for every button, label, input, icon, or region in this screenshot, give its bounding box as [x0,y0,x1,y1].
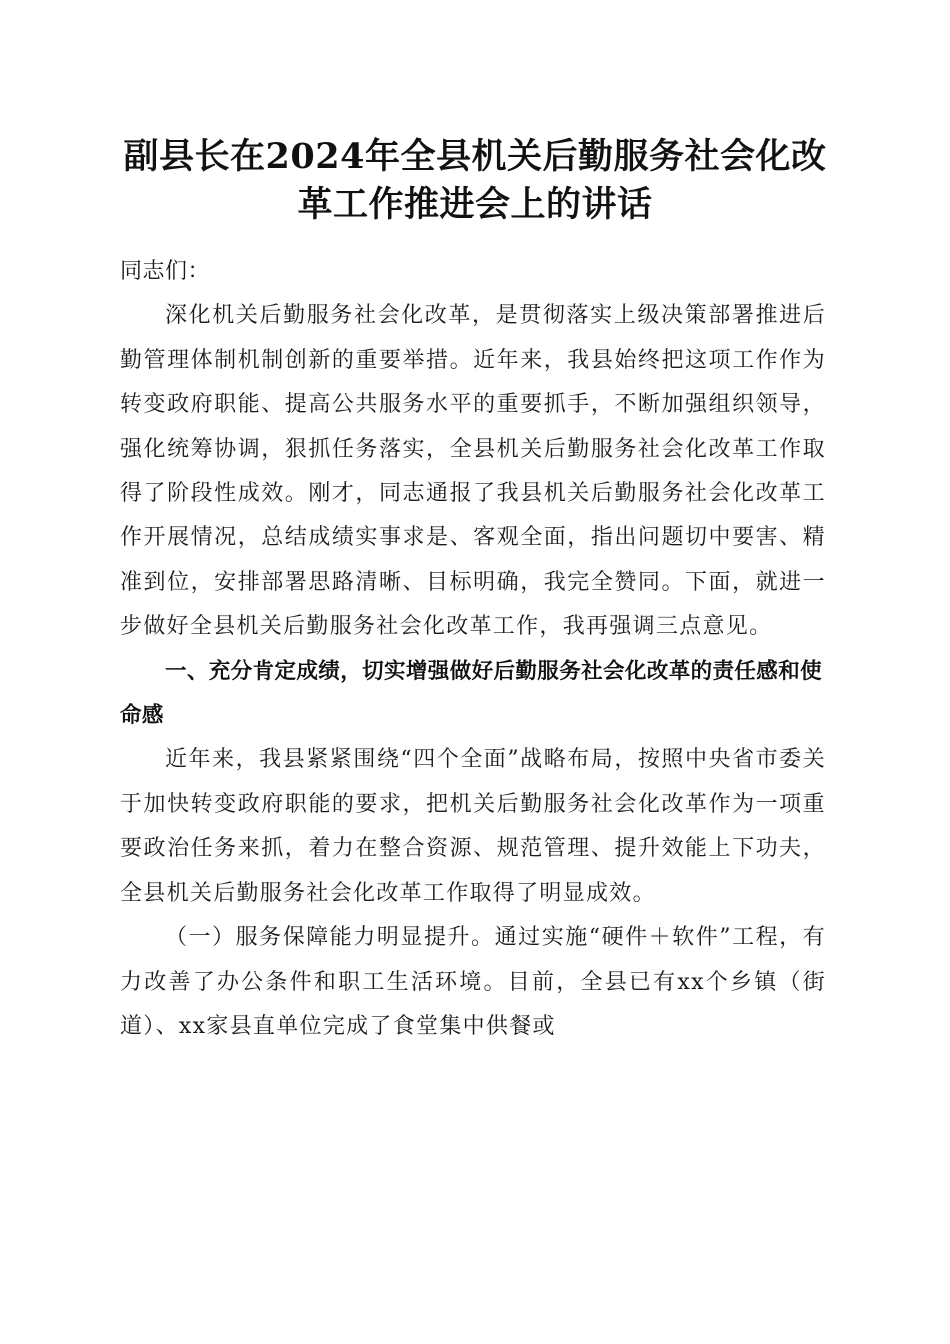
document-title [100,133,850,229]
intro-paragraph: 深化机关后勤服务社会化改革，是贯彻落实上级决策部署推进后勤管理体制机制创新的重要举措。近年来，我县始终把这项工作作为转变政府职能、提高公共服务水平的重要抓手，不断加强组织领导，强化统筹协调，狠抓任务落实，全县机关后勤服务社会化改革工作取得了阶段性成效。刚才，同志通报了我县机关后勤服务社会化改革工作开展情况，总结成绩实事求是、客观全面，指出问题切中要害、精准到位，安排部署思路清晰、目标明确，我完全赞同。下面，就进一步做好全县机关后勤服务社会化改革工作，我再强调三点意见。 [120,303,826,640]
title-line-2: 革工作推进会上的讲话 [297,184,653,225]
section-1-heading: 一、充分肯定成绩，切实增强做好后勤服务社会化改革的责任感和使命感 [120,658,823,729]
subsection-1-heading: （一）服务保障能力明显提升。 [165,925,495,951]
salutation: 同志们： [120,259,211,284]
section-1-paragraph: 近年来，我县紧紧围绕“四个全面”战略布局，按照中央省市委关于加快转变政府职能的要求，把机关后勤服务社会化改革作为一项重要政治任务来抓，着力在整合资源、规范管理、提升效能上下功夫，全县机关后勤服务社会化改革工作取得了明显成效。 [120,747,826,906]
subsection-1-paragraph [120,916,826,1049]
subsection-1-text: 通过实施“硬件＋软件”工程，有力改善了办公条件和职工生活环境。目前，全县已有xx个乡镇（街道）、xx家县直单位完成了食堂集中供餐或 [120,925,827,1039]
document-body [120,250,826,1049]
title-line-1: 副县长在2024年全县机关后勤服务社会化改 [123,136,827,177]
